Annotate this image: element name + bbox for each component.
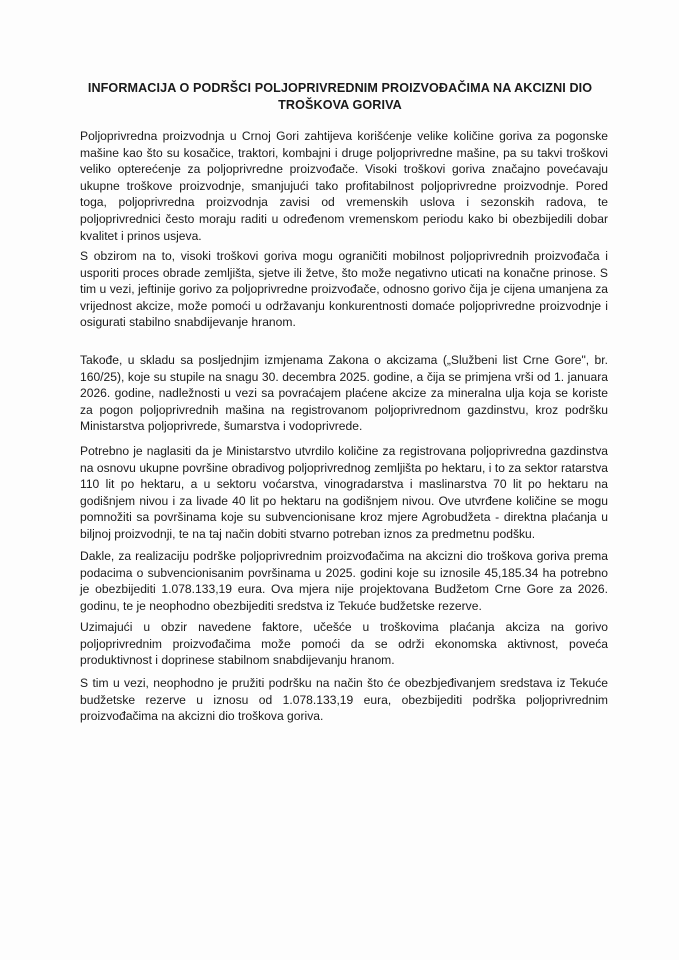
- paragraph-4: Potrebno je naglasiti da je Ministarstvo utvrdilo količine za registrovana poljoprivredna gazdinstva na osnovu ukupne površine obradivog poljoprivrednog zemljišta po hektaru, i to za sektor ratarstva 110 lit po hektaru, a u sektoru voćarstva, vinogradarstva i maslinarstva 70 lit po hektaru na godišnjem nivou i za livade 40 lit po hektaru na godišnjem nivou. Ove utvrđene količine se mogu pomnožiti sa površinama koje su subvencionisane kroz mjere Agrobudžeta - direktna plaćanja u biljnoj proizvodnji, te na taj način dobiti stvarno potreban iznos za predmetnu podšku.: [80, 444, 608, 541]
- paragraph-5: Dakle, za realizaciju podrške poljoprivrednim proizvođačima na akcizni dio troškova goriva prema podacima o subvencionisanim površinama u 2025. godini koje su iznosile 45,185.34 ha potrebno je obezbijediti 1.078.133,19 eura. Ova mjera nije projektovana Budžetom Crne Gore za 2026. godinu, te je neophodno obezbijediti sredstva iz Tekuće budžetske rezerve.: [80, 549, 608, 613]
- paragraph-2: S obzirom na to, visoki troškovi goriva mogu ograničiti mobilnost poljoprivrednih proizvođača i usporiti proces obrade zemljišta, sjetve ili žetve, što može negativno uticati na konačne prinose. S tim u vezi, jeftinije gorivo za poljoprivredne proizvođače, odnosno gorivo čija je cijena umanjena za vrijednost akcize, može pomoći u održavanju konkurentnosti domaće poljoprivredne proizvodnje i osigurati stabilno snabdijevanje hranom.: [80, 249, 608, 330]
- paragraph-3: Takođe, u skladu sa posljednjim izmjenama Zakona o akcizama („Službeni list Crne Gore", br. 160/25), koje su stupile na snagu 30. decembra 2025. godine, a čija se primjena vrši od 1. januara 2026. godine, nadležnosti u vezi sa povraćajem plaćene akcize za mineralna ulja koja se koriste za pogon poljoprivrednih mašina na registrovanom poljoprivrednom gazdinstvu, kroz podršku Ministarstva poljoprivrede, šumarstva i vodoprivrede.: [80, 353, 608, 434]
- document-title: INFORMACIJA O PODRŠCI POLJOPRIVREDNIM PROIZVOĐAČIMA NA AKCIZNI DIO TROŠKOVA GORIVA: [87, 81, 593, 112]
- paragraph-7: S tim u vezi, neophodno je pružiti podršku na način što će obezbjeđivanjem sredstava iz Tekuće budžetske rezerve u iznosu od 1.078.133,19 eura, obezbijediti podrška poljoprivrednim proizvođačima na akcizni dio troškova goriva.: [80, 676, 608, 724]
- paragraph-6: Uzimajući u obzir navedene faktore, učešće u troškovima plaćanja akciza na gorivo poljoprivrednim proizvođačima može pomoći da se održi ekonomska aktivnost, poveća produktivnost i doprinese stabilnom snabdijevanju hranom.: [80, 620, 608, 668]
- paragraph-1: Poljoprivredna proizvodnja u Crnoj Gori zahtijeva korišćenje velike količine goriva za pogonske mašine kao što su kosačice, traktori, kombajni i druge poljoprivredne mašine, pa su takvi troškovi veliko opterećenje za poljoprivredne proizvođače. Visoki troškovi goriva značajno povećavaju ukupne troškove proizvodnje, smanjujući tako profitabilnost poljoprivredne proizvodnje. Pored toga, poljoprivredna proizvodnja zavisi od vremenskih uslova i sezonskih radova, te poljoprivrednici često moraju raditi u određenom vremenskom periodu kako bi obezbijedili dobar kvalitet i prinos usjeva.: [80, 129, 608, 243]
